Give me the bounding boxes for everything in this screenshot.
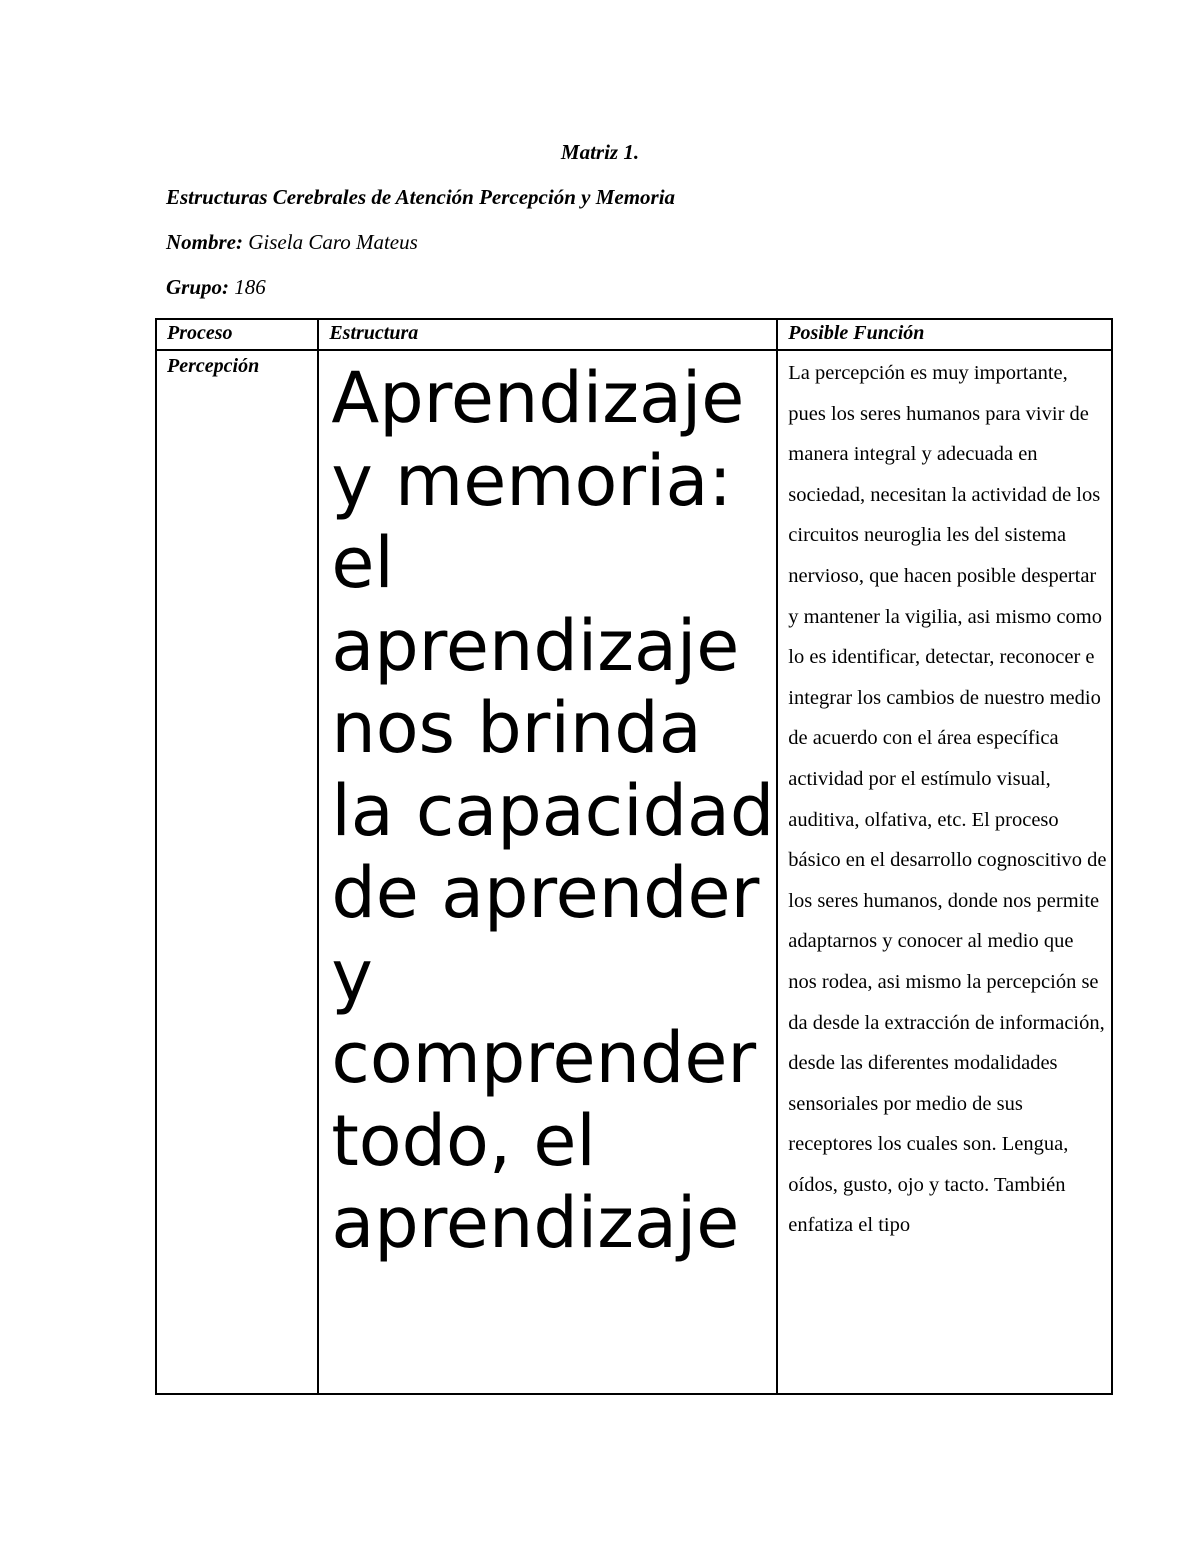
document-title: Matriz 1.: [560, 140, 640, 164]
matrix-table: [155, 318, 1113, 1395]
nombre-value: Gisela Caro Mateus: [243, 230, 418, 254]
table-row: [156, 350, 1112, 1394]
table-header-row: [156, 319, 1112, 350]
header-funcion: Posible Función: [777, 319, 1112, 350]
grupo-value: 186: [229, 275, 266, 299]
nombre-label: Nombre:: [166, 230, 243, 254]
cell-proceso: Percepción: [156, 350, 318, 1394]
document-subtitle: Estructuras Cerebrales de Atención Percepción y Memoria: [166, 185, 676, 209]
estructura-text: Aprendizaje y memoria: el aprendizaje nos brinda la capacidad de aprender y comprender todo, el aprendizaje: [331, 357, 775, 1264]
header-estructura: Estructura: [318, 319, 777, 350]
funcion-text: La percepción es muy importante, pues los seres humanos para vivir de manera integral y adecuada en sociedad, necesitan la actividad de los circuitos neuroglia les del sistema nervioso, que hacen posible despertar y mantener la vigilia, asi mismo como lo es identificar, detectar, reconocer e integrar los cambios de nuestro medio de acuerdo con el área específica actividad por el estímulo visual, auditiva, olfativa, etc. El proceso básico en el desarrollo cognoscitivo de los seres humanos, donde nos permite adaptarnos y conocer al medio que nos rodea, asi mismo la percepción se da desde la extracción de información, desde las diferentes modalidades sensoriales por medio de sus receptores los cuales son. Lengua, oídos, gusto, ojo y tacto. También enfatiza el tipo: [788, 362, 1107, 1237]
cell-funcion: [777, 350, 1112, 1394]
grupo-label: Grupo:: [166, 275, 230, 299]
nombre-line: [166, 230, 418, 255]
cell-estructura: [318, 350, 777, 1394]
header-proceso: Proceso: [156, 319, 318, 350]
grupo-line: [166, 275, 266, 300]
